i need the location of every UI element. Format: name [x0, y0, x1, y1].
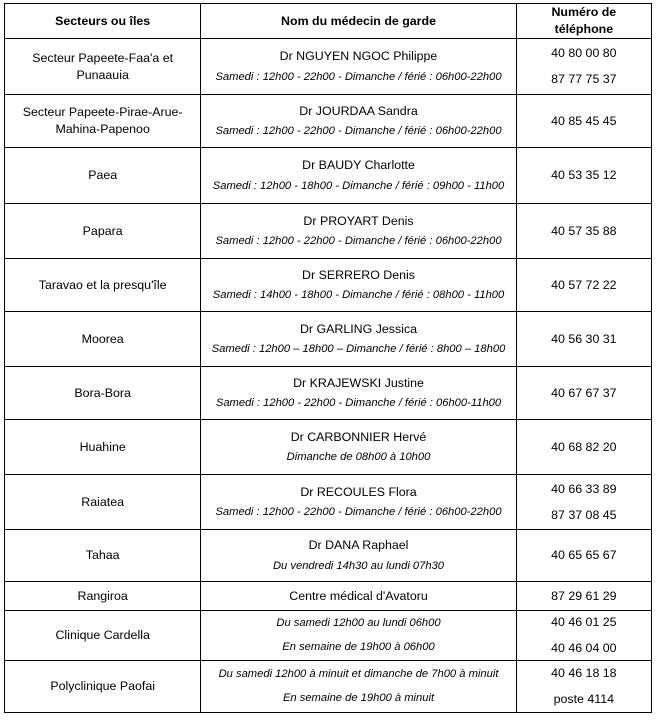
phone-number: 40 57 35 88 — [551, 223, 617, 238]
doctor-name: Dr SERRERO Denis — [302, 267, 415, 282]
phone-cell — [516, 582, 651, 611]
sector-cell: Polyclinique Paofai — [5, 661, 201, 713]
duty-hours: En semaine de 19h00 à minuit — [282, 691, 435, 704]
sector-cell: Secteur Papeete-Faa'a et Punaauia — [5, 39, 201, 95]
phone-number: 87 29 61 29 — [551, 588, 617, 603]
sector-cell: Papara — [5, 204, 201, 259]
doctor-name: Dr NGUYEN NGOC Philippe — [279, 49, 438, 64]
phone-cell — [516, 420, 651, 475]
phone-cell — [516, 95, 651, 148]
doctor-name: Dr GARLING Jessica — [299, 321, 418, 336]
header-sector: Secteurs ou îles — [5, 4, 201, 39]
doctor-name: Dr BAUDY Charlotte — [302, 158, 415, 173]
phone-number: 40 68 82 20 — [551, 439, 617, 454]
header-doctor: Nom du médecin de garde — [201, 4, 516, 39]
duty-hours: Samedi : 14h00 - 18h00 - Dimanche / férié : 08h00 - 11h00 — [212, 289, 505, 302]
sector-cell: Rangiroa — [5, 582, 201, 611]
phone-number: 40 80 00 80 — [551, 46, 617, 61]
phone-number: 40 53 35 12 — [551, 168, 617, 183]
phone-cell — [516, 661, 651, 713]
duty-hours: Du samedi 12h00 au lundi 06h00 — [276, 617, 441, 630]
doctor-name: Dr CARBONNIER Hervé — [290, 429, 427, 444]
phone-cell — [516, 475, 651, 530]
phone-number: 40 85 45 45 — [551, 113, 617, 128]
table-row — [5, 611, 652, 661]
sector-cell: Moorea — [5, 312, 201, 367]
doctor-cell — [201, 39, 516, 95]
doctor-name: Centre médical d'Avatoru — [289, 588, 428, 603]
table-row — [5, 148, 652, 204]
table-row — [5, 259, 652, 312]
table-row — [5, 312, 652, 367]
sector-cell: Clinique Cardella — [5, 611, 201, 661]
table-row — [5, 204, 652, 259]
phone-cell — [516, 204, 651, 259]
duty-hours: Samedi : 12h00 - 22h00 - Dimanche / férié : 06h00-11h00 — [215, 397, 502, 410]
on-call-doctors-table — [4, 3, 652, 713]
phone-number: 87 37 08 45 — [551, 507, 617, 522]
phone-cell — [516, 611, 651, 661]
duty-hours: Samedi : 12h00 - 22h00 - Dimanche / férié : 06h00-22h00 — [215, 235, 502, 248]
phone-cell — [516, 530, 651, 582]
table-row — [5, 475, 652, 530]
phone-number: 40 57 72 22 — [551, 277, 617, 292]
phone-number: 40 46 01 25 — [551, 615, 617, 630]
duty-hours: Samedi : 12h00 - 18h00 - Dimanche / férié : 09h00 - 11h00 — [212, 179, 505, 192]
hours-cell — [201, 611, 516, 661]
phone-number: poste 4114 — [553, 692, 615, 706]
doctor-cell — [201, 312, 516, 367]
doctor-cell — [201, 367, 516, 420]
phone-cell — [516, 312, 651, 367]
table-row — [5, 582, 652, 611]
duty-hours: Samedi : 12h00 – 18h00 – Dimanche / férié : 8h00 – 18h00 — [211, 343, 506, 356]
table-row — [5, 95, 652, 148]
sector-cell: Taravao et la presqu'île — [5, 259, 201, 312]
sector-cell: Paea — [5, 148, 201, 204]
phone-number: 40 46 18 18 — [551, 666, 617, 681]
duty-hours: Samedi : 12h00 - 22h00 - Dimanche / férié : 06h00-22h00 — [215, 506, 502, 519]
doctor-cell — [201, 95, 516, 148]
duty-hours: Du samedi 12h00 à minuit et dimanche de 7h00 à minuit — [218, 668, 499, 681]
doctor-cell — [201, 582, 516, 611]
phone-number: 40 46 04 00 — [551, 641, 617, 655]
phone-number: 40 66 33 89 — [551, 481, 617, 496]
doctor-cell — [201, 148, 516, 204]
header-phone: Numéro de téléphone — [516, 4, 651, 39]
table-row — [5, 530, 652, 582]
phone-number: 40 65 65 67 — [551, 548, 617, 563]
table-row — [5, 367, 652, 420]
phone-number: 87 77 75 37 — [551, 72, 617, 86]
doctor-name: Dr JOURDAA Sandra — [299, 103, 418, 118]
sector-cell: Bora-Bora — [5, 367, 201, 420]
doctor-name: Dr DANA Raphael — [308, 538, 409, 553]
doctor-cell — [201, 530, 516, 582]
sector-cell: Tahaa — [5, 530, 201, 582]
duty-hours: Samedi : 12h00 - 22h00 - Dimanche / férié : 06h00-22h00 — [215, 125, 502, 138]
phone-number: 40 56 30 31 — [551, 331, 617, 346]
phone-cell — [516, 259, 651, 312]
doctor-name: Dr PROYART Denis — [303, 213, 414, 228]
table-row — [5, 420, 652, 475]
doctor-cell — [201, 204, 516, 259]
duty-hours: Du vendredi 14h30 au lundi 07h30 — [272, 559, 445, 572]
sector-cell: Raiatea — [5, 475, 201, 530]
doctor-name: Dr RECOULES Flora — [300, 484, 417, 499]
table-row — [5, 661, 652, 713]
sector-cell: Secteur Papeete-Pirae-Arue-Mahina-Papenoo — [5, 95, 201, 148]
phone-number: 40 67 67 37 — [551, 385, 617, 400]
sector-cell: Huahine — [5, 420, 201, 475]
phone-cell — [516, 367, 651, 420]
duty-hours: En semaine de 19h00 à 06h00 — [282, 640, 435, 653]
duty-hours: Samedi : 12h00 - 22h00 - Dimanche / férié : 06h00-22h00 — [215, 70, 502, 83]
doctor-cell — [201, 259, 516, 312]
phone-cell — [516, 148, 651, 204]
doctor-name: Dr KRAJEWSKI Justine — [293, 375, 424, 390]
table-header-row — [5, 4, 652, 39]
table-row — [5, 39, 652, 95]
phone-cell — [516, 39, 651, 95]
hours-cell — [201, 661, 516, 713]
doctor-cell — [201, 420, 516, 475]
doctor-cell — [201, 475, 516, 530]
duty-hours: Dimanche de 08h00 à 10h00 — [286, 451, 431, 464]
